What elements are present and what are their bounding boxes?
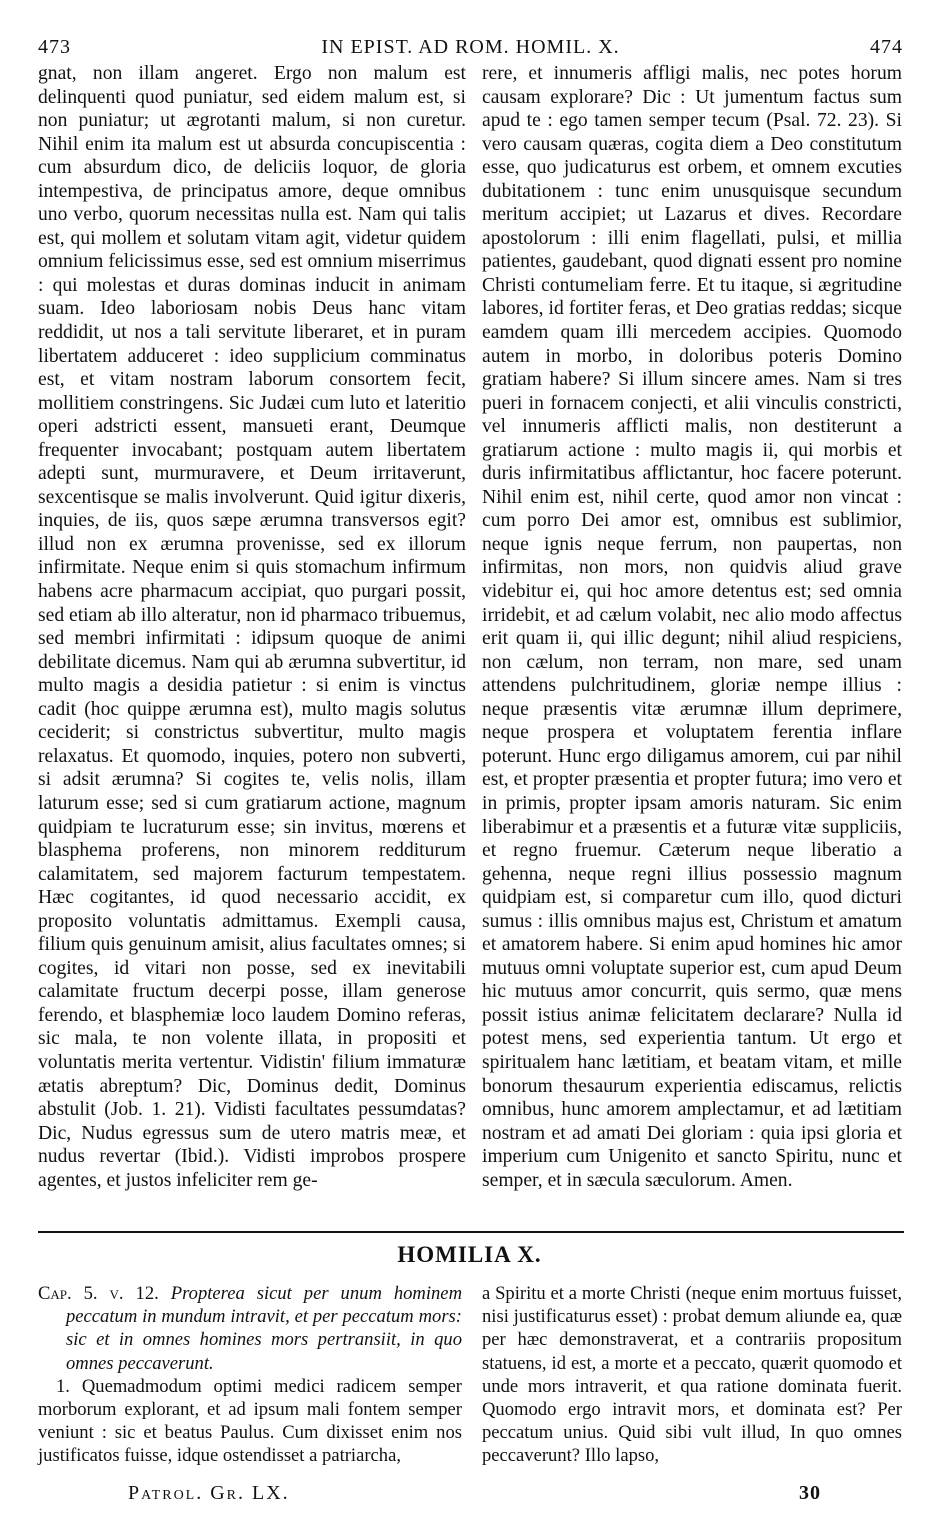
text-column-left bbox=[38, 62, 466, 1192]
homily-paragraph: 1. Quemadmodum optimi medici radicem semper morborum explorant, et ad ipsum mali fontem semper veniunt : sic et beatus Paulus. Cum dixisset enim nos justificatos fuisse, idque ostendisset a patriarcha, bbox=[38, 1375, 462, 1467]
page-number-right: 474 bbox=[870, 35, 903, 58]
body-paragraph: rere, et innumeris affligi malis, nec potes horum causam explorare? Dic : Ut jumentum factus sum apud te : ego tamen semper tecum (Psal. 72. 23). Si vero causam quæras, cogita diem a Deo constitutum esse, quo judicaturus est orbem, et omnem excuties dubitationem : tunc enim unusquisque secundum meritum accipiet; ut Lazarus et dives. Recordare apostolorum : illi enim flagellati, pulsi, et millia patientes, gaudebant, quod dignati essent pro nomine Christi contumeliam ferre. Et tu itaque, si ægritudine labores, id fortiter feras, et Deo gratias reddas; sicque eamdem quam illi mercedem accipies. Quomodo autem in morbo, in doloribus poteris Domino gratiam habere? Si illum sincere ames. Nam si tres pueri in fornacem conjecti, et alii vinculis constricti, vel innumeris afflicti malis, non destiterunt a gratiarum actione : multo magis ii, qui morbis et duris infirmitatibus afflictantur, hoc facere poterunt. Nihil enim est, nihil certe, quod amor non vincat : cum porro Dei amor est, omnibus est sublimior, neque ignis neque ferrum, non paupertas, non infirmitas, non mors, non quidvis aliud grave videbitur ei, qui hoc amore detentus est; sed omnia irridebit, et ad cælum volabit, nec alio modo affectus erit quam ii, qui illic degunt; nihil aliud respiciens, non cælum, non terram, non mare, sed unam attendens pulchritudinem, gloriæ nempe illius : neque præsentis vitæ ærumnæ illum deprimere, neque prospera et voluptatem ferentia inflare poterunt. Hunc ergo diligamus amorem, cui par nihil est, et propter præsentia et propter futura; imo vero et in primis, propter ipsam amoris naturam. Sic enim liberabimur et a præsentis et a futuræ vitæ suppliciis, et regno fruemur. Cæterum neque liberatio a gehenna, neque regni illius possessio magnum quidpiam est, si comparetur cum illo, quod dicturi sumus : illis omnibus majus est, Christum et amatum et amatorem habere. Si enim apud homines hic amor mutuus omni voluptate superior est, cum apud Deum hic mutuus amor concurrit, quis sermo, quæ mens possit istius animæ felicitatem declarare? Nulla id potest mens, sed experientia tantum. Ut ergo et spiritualem hanc lætitiam, et beatam vitam, et mille bonorum thesaurum experientia ediscamus, relictis omnibus, hunc amorem amplectamur, et ad lætitiam nostram et ad amati Dei gloriam : quia ipsi gloria et imperium cum Unigenito et sancto Spiritu, nunc et semper, et in sæcula sæculorum. Amen. bbox=[482, 63, 902, 1191]
running-title: IN EPIST. AD ROM. HOMIL. X. bbox=[321, 35, 620, 58]
body-paragraph: gnat, non illam angeret. Ergo non malum est delinquenti quod puniatur, sed eidem malum est, si non puniatur; ut ægrotanti malum, si non curetur. Nihil enim ita malum est ut absurda concupiscentia : cum absurdum dico, de deliciis loquor, de gloria intempestiva, de principatus amore, deque omnibus uno verbo, quorum necessitas nulla est. Nam qui talis est, qui mollem et solutam vitam agit, videtur quidem omnium felicissimus esse, sed est omnium miserrimus : qui molestas et duras dominas inducit in animam suam. Ideo laboriosam nobis Deus hanc vitam reddidit, ut nos a tali servitute liberaret, et in puram libertatem adduceret : ideo supplicium comminatus est, et vitam nostram laborum consortem fecit, mollitiem constringens. Sic Judæi cum luto et lateritio operi adstricti essent, mansueti erant, Deumque frequenter invocabant; postquam autem libertatem adepti sunt, murmuravere, et Deum irritaverunt, sexcentisque se malis involverunt. Quid igitur dixeris, inquies, de iis, quos sæpe ærumna transversos egit? illud non ex ærumna provenisse, sed ex illorum infirmitate. Neque enim si quis stomachum infirmum habens acre pharmacum accipiat, quo purgari possit, sed etiam ab illo alteratur, non id pharmaco tribuemus, sed membri infirmitati : idipsum quoque de animi debilitate dicemus. Nam qui ab ærumna subvertitur, id multo magis a desidia patietur : si enim is vinctus cadit (hoc quippe ærumna est), multo magis solutus ceciderit; si constrictus subvertitur, multo magis relaxatus. Et quomodo, inquies, potero non subverti, si adsit ærumna? Si cogites te, velis nolis, illam laturum esse; sed si cum gratiarum actione, magnum quidpiam te lucraturum esse; sin invitus, mœrens et blasphema proferens, non minorem redditurum calamitatem, sed majorem facturum tempestatem. Hæc cogitantes, id quod necessario accidit, ex proposito voluntatis admittamus. Exempli causa, filium quis genuinum amisit, alius facultates omnes; si cogites, id vitari non posse, sed ex inevitabili calamitate fructum decerpi posse, illam generose ferendo, et blasphemiæ loco laudem Domino referas, sic mala, te non volente illata, in propositi et voluntatis merita vertentur. Vidistin' filium immaturæ ætatis abreptum? Dic, Dominus dedit, Dominus abstulit (Job. 1. 21). Vidisti facultates pessumdatas? Dic, Nudus egressus sum de utero matris meæ, et nudus revertar (Ibid.). Vidisti improbos prospere agentes, et justos infeliciter rem ge- bbox=[38, 63, 466, 1191]
homily-heading: HOMILIA X. bbox=[397, 1242, 542, 1267]
homily-column-left bbox=[38, 1282, 462, 1468]
signature-mark: Patrol. Gr. LX. bbox=[128, 1481, 290, 1504]
text-column-right bbox=[482, 62, 902, 1192]
chapter-verse-label: Cap. 5. v. 12. bbox=[38, 1283, 159, 1304]
scripture-text: Propterea sicut per unum hominem peccatum in mundum intravit, et per peccatum mors: sic et in omnes homines mors pertransiit, in quo omnes peccaverunt. bbox=[66, 1283, 462, 1374]
homily-column-right bbox=[482, 1282, 902, 1468]
section-divider bbox=[38, 1231, 904, 1233]
scripture-citation bbox=[38, 1282, 462, 1375]
page-number-left: 473 bbox=[38, 35, 71, 58]
homily-paragraph: a Spiritu et a morte Christi (neque enim mortuus fuisset, nisi justificaturus esset) : probat demum aliunde ea, quæ per hæc demonstraverat, et a contrariis propositum statuens, id est, a morte et a peccato, quærit quomodo et unde mors intraverit, et qua ratione dominata fuerit. Quomodo ergo intravit mors, et dominata est? Per peccatum unius. Quid sibi vult illud, In quo omnes peccaverunt? Illo lapso, bbox=[482, 1283, 902, 1467]
signature-number: 30 bbox=[799, 1481, 821, 1504]
running-header bbox=[38, 34, 903, 60]
page-footer bbox=[128, 1480, 821, 1506]
